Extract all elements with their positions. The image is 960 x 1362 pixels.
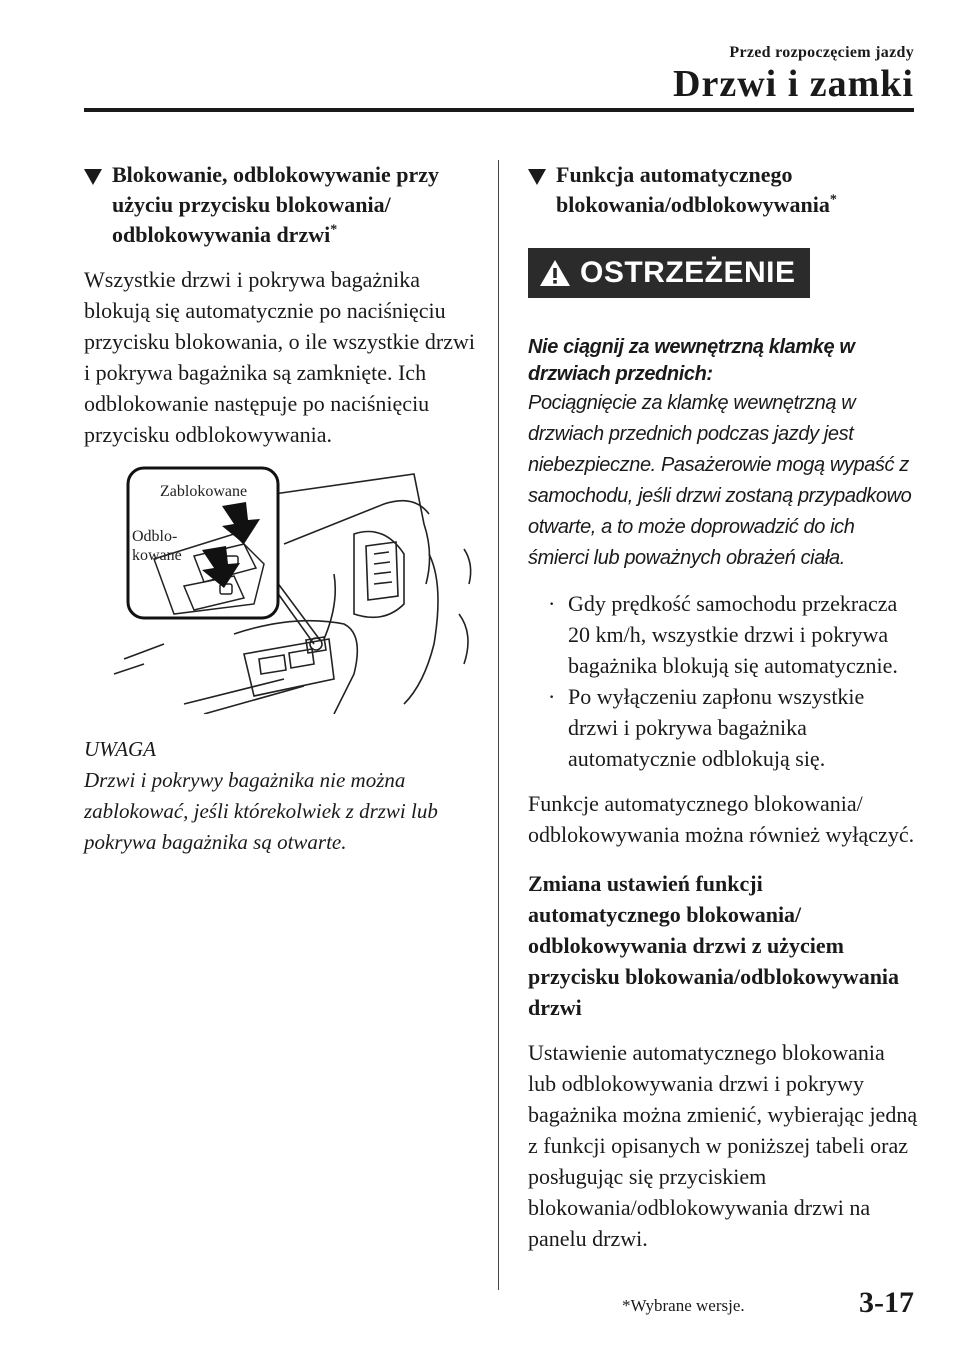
footnote: *Wybrane wersje. (622, 1296, 745, 1315)
left-heading (84, 160, 480, 250)
warning-triangle-icon (538, 258, 572, 288)
warning-title: Nie ciągnij za wewnętrzną klamkę w drzwiach przednich: (528, 336, 855, 385)
column-divider (498, 160, 499, 1290)
bullet-text: Gdy prędkość samochodu przekracza 20 km/h, wszystkie drzwi i pokrywa bagażnika blokują się automatycznie. (568, 591, 898, 678)
triangle-marker-icon (84, 169, 102, 185)
bullet-mark: · (548, 591, 556, 616)
list-item (548, 681, 918, 774)
label-locked: Zablokowane (160, 483, 248, 500)
note-text: Drzwi i pokrywy bagażnika nie można zablokować, jeśli którekolwiek z drzwi lub pokrywa bagażnika są otwarte. (84, 768, 438, 854)
warning-banner (528, 248, 810, 298)
right-heading (528, 160, 918, 220)
page-number: 3-17 (859, 1286, 914, 1319)
right-heading-text: Funkcja automatycznego blokowania/odblokowywania (556, 162, 830, 217)
left-heading-footnote-mark: * (330, 222, 338, 238)
left-column (84, 160, 480, 858)
door-switch-illustration (84, 464, 480, 714)
door-panel-illustration (84, 464, 480, 714)
chapter-title: Przed rozpoczęciem jazdy (729, 44, 914, 61)
right-paragraph-2: Ustawienie automatycznego blokowania lub odblokowywania drzwi i pokrywy bagażnika można zmienić, wybierając jedną z funkcji opisanych w poniższej tabeli oraz posługując się przyciskiem blokowania/odblokowywania drzwi na panelu drzwi. (528, 1040, 918, 1251)
note-heading: UWAGA (84, 737, 157, 761)
bullet-mark: · (548, 684, 556, 709)
subheading: Zmiana ustawień funkcji automatycznego blokowania/ odblokowywania drzwi z użyciem przycisku blokowania/odblokowywania drzwi (528, 871, 900, 1020)
bullet-list (528, 588, 918, 774)
bullet-text: Po wyłączeniu zapłonu wszystkie drzwi i pokrywa bagażnika automatycznie odblokują się. (568, 684, 865, 771)
list-item (548, 588, 918, 681)
header-rule (84, 108, 914, 112)
left-paragraph: Wszystkie drzwi i pokrywa bagażnika blokują się automatycznie po naciśnięciu przycisku blokowania, o ile wszystkie drzwi i pokrywa bagażnika są zamknięte. Ich odblokowanie następuje po naciśnięciu przycisku odblokowywania. (84, 267, 476, 447)
warning-label: OSTRZEŻENIE (580, 256, 796, 289)
right-paragraph-1: Funkcje automatycznego blokowania/ odblokowywania można również wyłączyć. (528, 791, 915, 847)
right-heading-footnote-mark: * (829, 192, 837, 208)
left-heading-text: Blokowanie, odblokowywanie przy użyciu przycisku blokowania/ odblokowywania drzwi (112, 162, 439, 247)
section-title: Drzwi i zamki (673, 63, 914, 105)
label-unlocked-line-1: Odblo- (132, 528, 178, 545)
right-column (528, 160, 918, 1254)
warning-text: Pociągnięcie za klamkę wewnętrzną w drzwiach przednich podczas jazdy jest niebezpieczne. Pasażerowie mogą wypaść z samochodu, jeśli drzwi zostaną przypadkowo otwarte, a to może doprowadzić do ich śmierci lub poważnych obrażeń ciała. (528, 392, 912, 569)
label-unlocked-line-2: kowane (132, 547, 182, 564)
triangle-marker-icon (528, 169, 546, 185)
